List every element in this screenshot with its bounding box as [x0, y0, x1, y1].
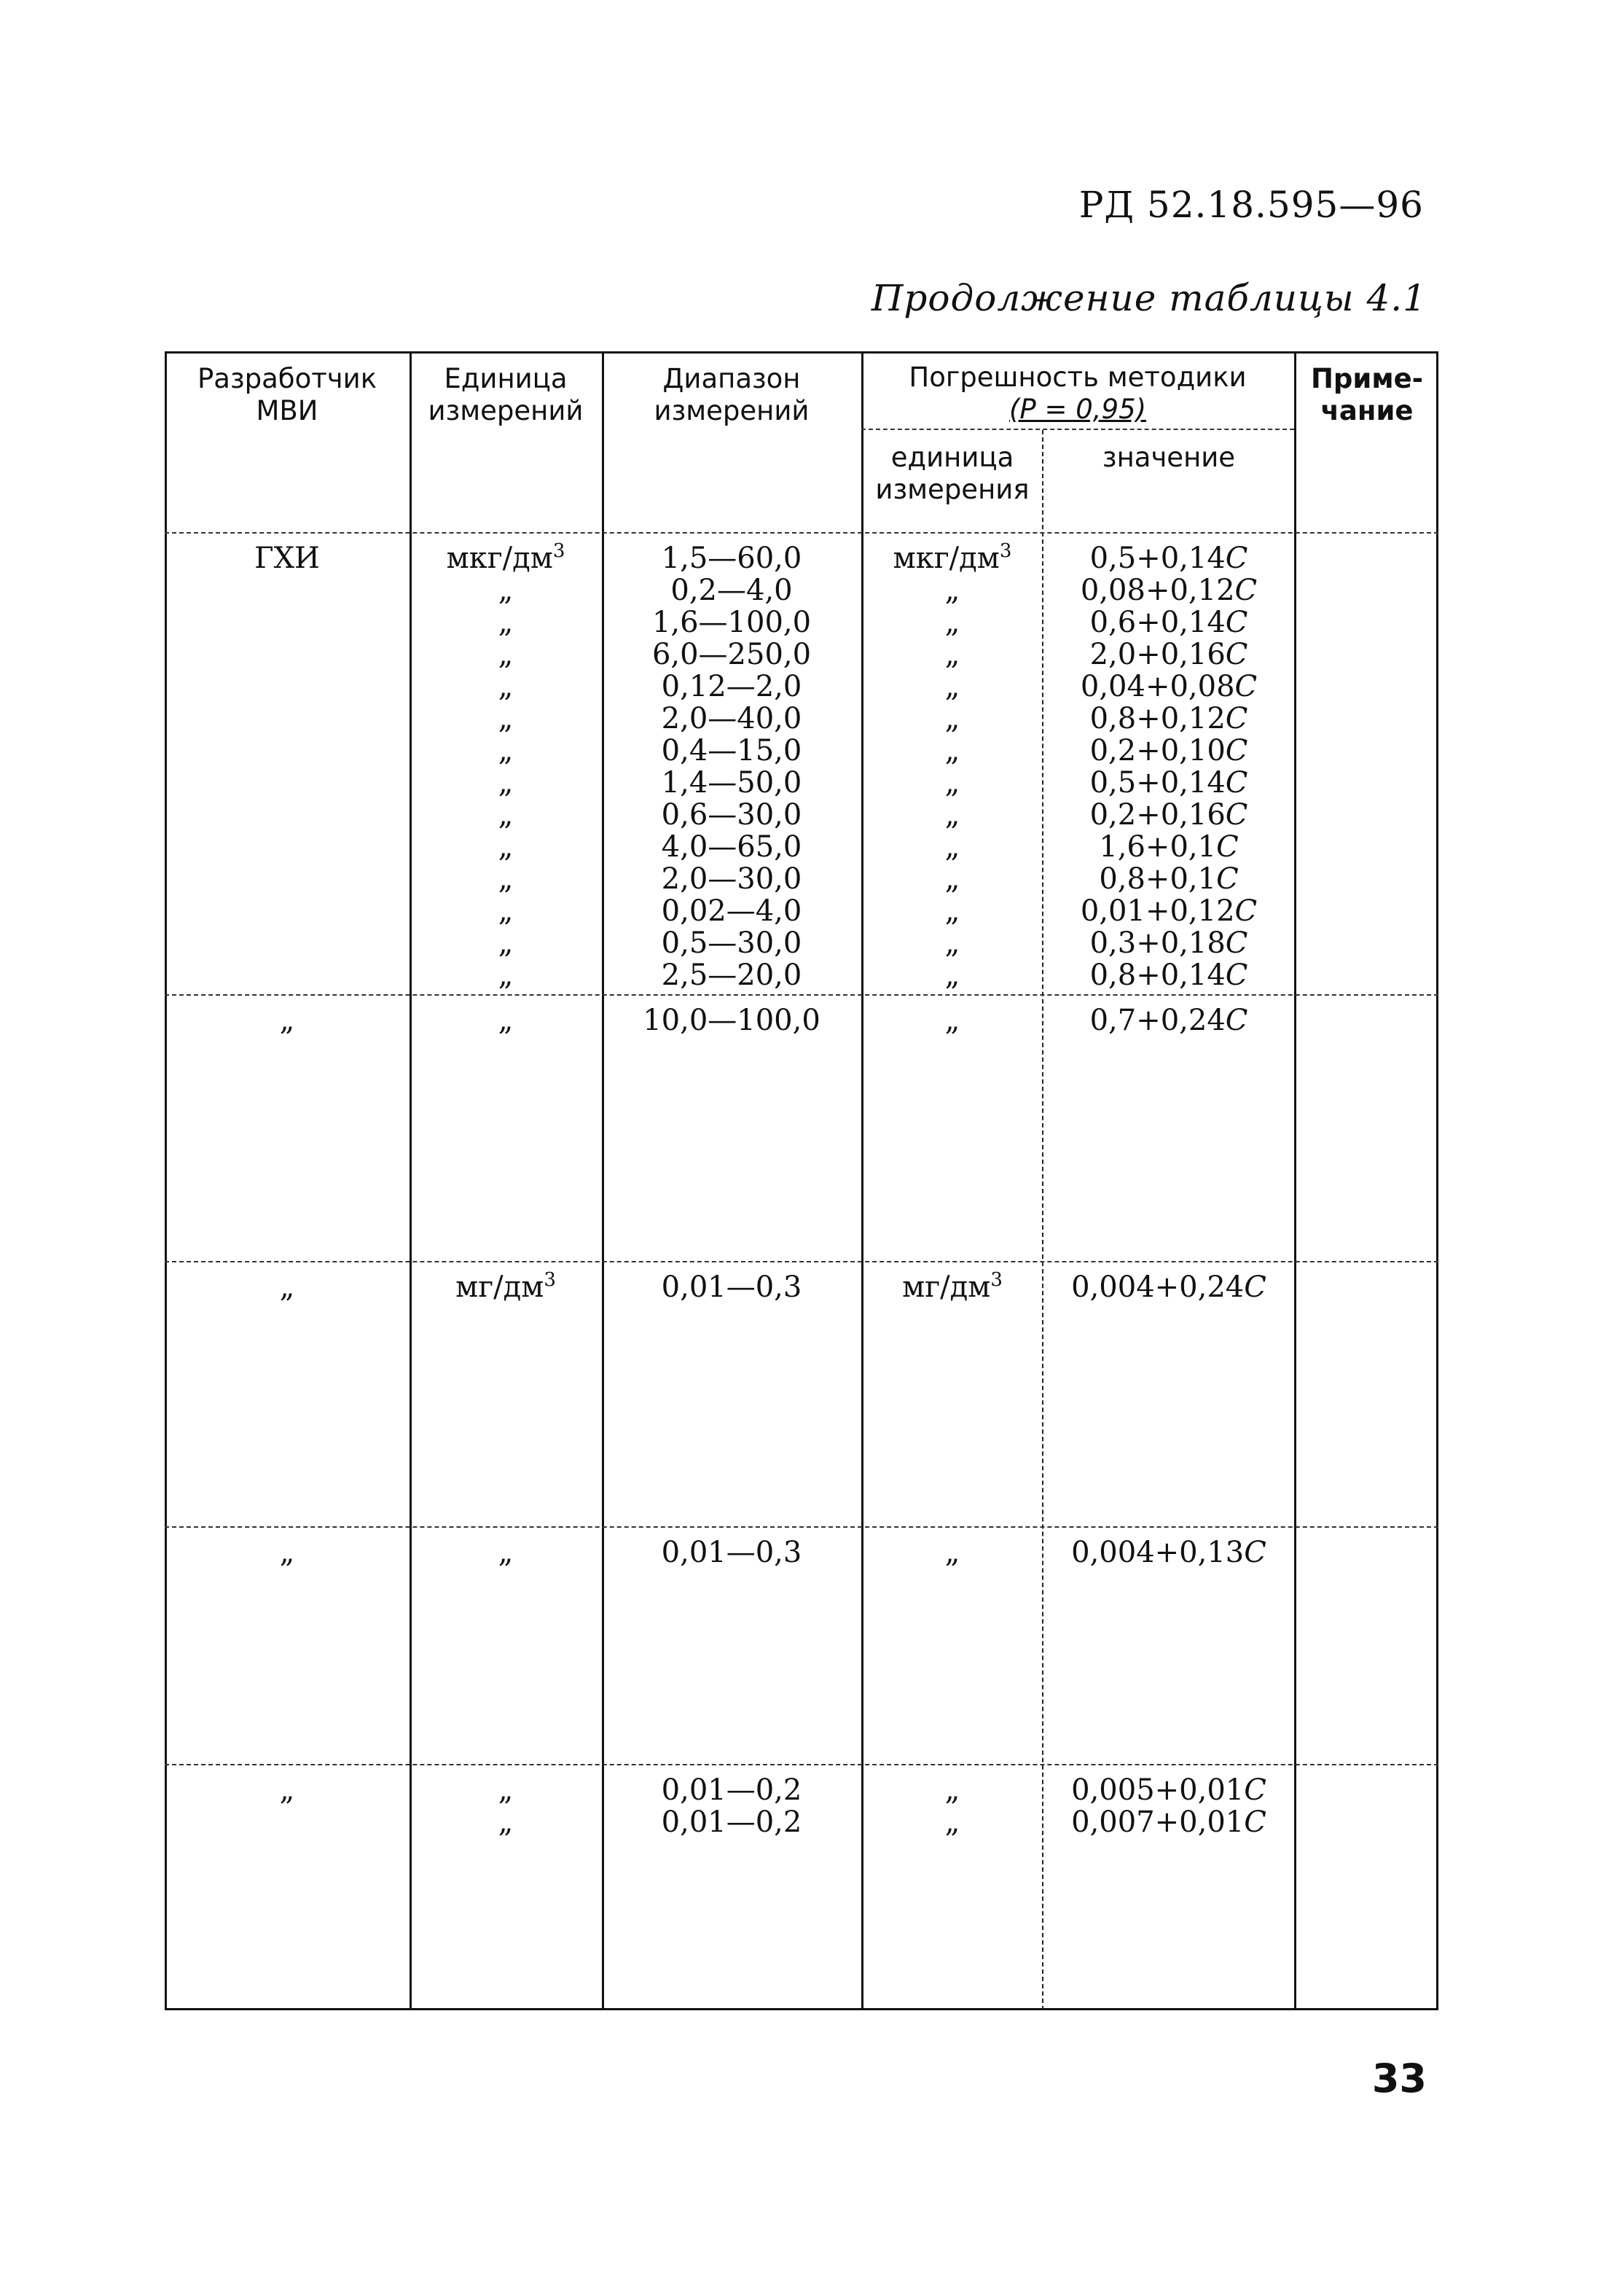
cell-error-unit — [866, 1271, 1039, 1303]
cell-range — [606, 1536, 857, 1569]
cell-line: 0,01+0,12C — [1080, 894, 1258, 928]
cell-line: 0,01—0,3 — [661, 1270, 802, 1304]
header-range: Диапазон измерений — [654, 363, 810, 426]
cell-line: 1,6+0,1C — [1099, 830, 1239, 864]
cell-line: „ — [498, 798, 514, 832]
cell-line: $мг/дм^3$ — [902, 1269, 1003, 1304]
cell-line: 2,0—30,0 — [661, 862, 802, 896]
subcolumn-divider — [1042, 430, 1043, 2010]
cell-line: „ — [498, 606, 514, 639]
cell-developer — [169, 1004, 405, 1036]
cell-line: „ — [944, 894, 960, 928]
data-table — [165, 351, 1438, 2010]
cell-error-value — [1046, 542, 1291, 991]
cell-line: 0,7+0,24C — [1089, 1004, 1248, 1037]
cell-line: „ — [944, 766, 960, 800]
cell-line: „ — [944, 1536, 960, 1569]
cell-line: „ — [944, 798, 960, 832]
page-number: 33 — [1371, 2055, 1427, 2101]
cell-line: 0,2—4,0 — [670, 574, 793, 607]
cell-developer — [169, 542, 405, 574]
cell-error-unit — [866, 1004, 1039, 1036]
cell-line: 0,004+0,13C — [1071, 1536, 1266, 1569]
cell-line: 0,01—0,2 — [661, 1773, 802, 1807]
cell-range — [606, 1774, 857, 1838]
cell-line: 4,0—65,0 — [661, 830, 802, 864]
cell-error-value — [1046, 1536, 1291, 1569]
cell-line: „ — [944, 670, 960, 703]
cell-line: 2,0+0,16C — [1089, 638, 1248, 671]
group-divider — [165, 994, 1438, 996]
group-divider — [165, 1261, 1438, 1262]
cell-line: „ — [498, 1004, 514, 1037]
cell-error-unit — [866, 1774, 1039, 1838]
cell-line: 0,5—30,0 — [661, 926, 802, 960]
cell-line: 0,8+0,1C — [1099, 862, 1239, 896]
cell-line: 0,2+0,16C — [1089, 798, 1248, 832]
cell-line: 0,01—0,3 — [661, 1536, 802, 1569]
header-subdivider — [861, 429, 1294, 430]
cell-line: 0,007+0,01C — [1071, 1805, 1266, 1839]
column-divider — [1294, 351, 1296, 2010]
cell-line: „ — [944, 734, 960, 768]
cell-line: 0,12—2,0 — [661, 670, 802, 703]
header-note: Приме-чание — [1310, 363, 1424, 426]
cell-line: „ — [279, 1004, 295, 1037]
cell-line: „ — [944, 830, 960, 864]
cell-line: 2,5—20,0 — [661, 958, 802, 992]
header-error-unit: единица измерения — [875, 442, 1030, 505]
cell-line: „ — [279, 1536, 295, 1569]
cell-unit — [414, 542, 598, 991]
cell-line: 0,4—15,0 — [661, 734, 802, 768]
cell-line: 0,01—0,2 — [661, 1805, 802, 1839]
cell-unit — [414, 1774, 598, 1838]
cell-line: „ — [279, 1270, 295, 1304]
cell-range — [606, 542, 857, 991]
cell-line: „ — [498, 958, 514, 992]
cell-range — [606, 1271, 857, 1303]
cell-line: „ — [944, 606, 960, 639]
cell-line: 1,5—60,0 — [661, 542, 802, 575]
table-caption: Продолжение таблицы 4.1 — [871, 277, 1427, 319]
cell-error-value — [1046, 1271, 1291, 1303]
header-error — [866, 362, 1290, 425]
header-unit: Единица измерений — [428, 363, 584, 426]
cell-line: 0,2+0,10C — [1089, 734, 1248, 768]
cell-line: „ — [498, 894, 514, 928]
cell-unit — [414, 1271, 598, 1303]
cell-line: „ — [944, 926, 960, 960]
cell-line: „ — [498, 1536, 514, 1569]
cell-line: 1,4—50,0 — [661, 766, 802, 800]
cell-line: „ — [944, 638, 960, 671]
cell-line: 0,6—30,0 — [661, 798, 802, 832]
cell-line: „ — [944, 1773, 960, 1807]
cell-line: 0,004+0,24C — [1071, 1270, 1266, 1304]
document-code: РД 52.18.595—96 — [1078, 184, 1424, 226]
cell-error-value — [1046, 1004, 1291, 1036]
cell-line: „ — [498, 574, 514, 607]
cell-error-unit — [866, 542, 1039, 991]
header-error-value: значение — [1102, 442, 1236, 473]
cell-line: „ — [944, 1004, 960, 1037]
group-divider — [165, 1764, 1438, 1765]
cell-line: 0,005+0,01C — [1071, 1773, 1266, 1807]
cell-line: „ — [944, 958, 960, 992]
cell-line: 2,0—40,0 — [661, 702, 802, 735]
cell-developer — [169, 1774, 405, 1806]
cell-line: 0,3+0,18C — [1089, 926, 1248, 960]
cell-line: 0,8+0,12C — [1089, 702, 1248, 735]
cell-line: 0,02—4,0 — [661, 894, 802, 928]
cell-line: „ — [498, 1805, 514, 1839]
cell-line: „ — [944, 1805, 960, 1839]
cell-line: мкг/$дм^3$ — [893, 540, 1012, 575]
cell-line: $мг/дм^3$ — [455, 1269, 556, 1304]
cell-line: 0,8+0,14C — [1089, 958, 1248, 992]
cell-line: „ — [279, 1773, 295, 1807]
cell-line: „ — [498, 926, 514, 960]
header-error-title: Погрешность методики — [909, 362, 1247, 393]
cell-unit — [414, 1536, 598, 1569]
header-developer: Разработчик МВИ — [197, 363, 377, 426]
cell-line: 0,5+0,14C — [1089, 542, 1248, 575]
cell-line: мкг/$дм^3$ — [446, 540, 565, 575]
cell-line: 6,0—250,0 — [651, 638, 812, 671]
header-bottom-rule — [165, 532, 1438, 534]
cell-line: „ — [498, 734, 514, 768]
cell-error-value — [1046, 1774, 1291, 1838]
cell-line: „ — [498, 702, 514, 735]
cell-line: „ — [498, 1773, 514, 1807]
column-divider — [602, 351, 604, 2010]
cell-line: 0,6+0,14C — [1089, 606, 1248, 639]
cell-line: ГХИ — [254, 542, 320, 575]
cell-line: „ — [498, 766, 514, 800]
cell-line: 1,6—100,0 — [651, 606, 812, 639]
cell-unit — [414, 1004, 598, 1036]
cell-line: 0,04+0,08C — [1080, 670, 1258, 703]
cell-line: „ — [498, 862, 514, 896]
column-divider — [410, 351, 412, 2010]
cell-developer — [169, 1271, 405, 1303]
header-error-probability: (P = 0,95) — [1008, 393, 1147, 425]
column-divider — [861, 351, 863, 2010]
cell-error-unit — [866, 1536, 1039, 1569]
cell-range — [606, 1004, 857, 1036]
cell-developer — [169, 1536, 405, 1569]
cell-line: 0,5+0,14C — [1089, 766, 1248, 800]
cell-line: „ — [498, 638, 514, 671]
cell-line: 0,08+0,12C — [1080, 574, 1258, 607]
cell-line: „ — [498, 830, 514, 864]
group-divider — [165, 1526, 1438, 1528]
cell-line: „ — [498, 670, 514, 703]
cell-line: 10,0—100,0 — [643, 1004, 820, 1037]
cell-line: „ — [944, 702, 960, 735]
cell-line: „ — [944, 574, 960, 607]
cell-line: „ — [944, 862, 960, 896]
